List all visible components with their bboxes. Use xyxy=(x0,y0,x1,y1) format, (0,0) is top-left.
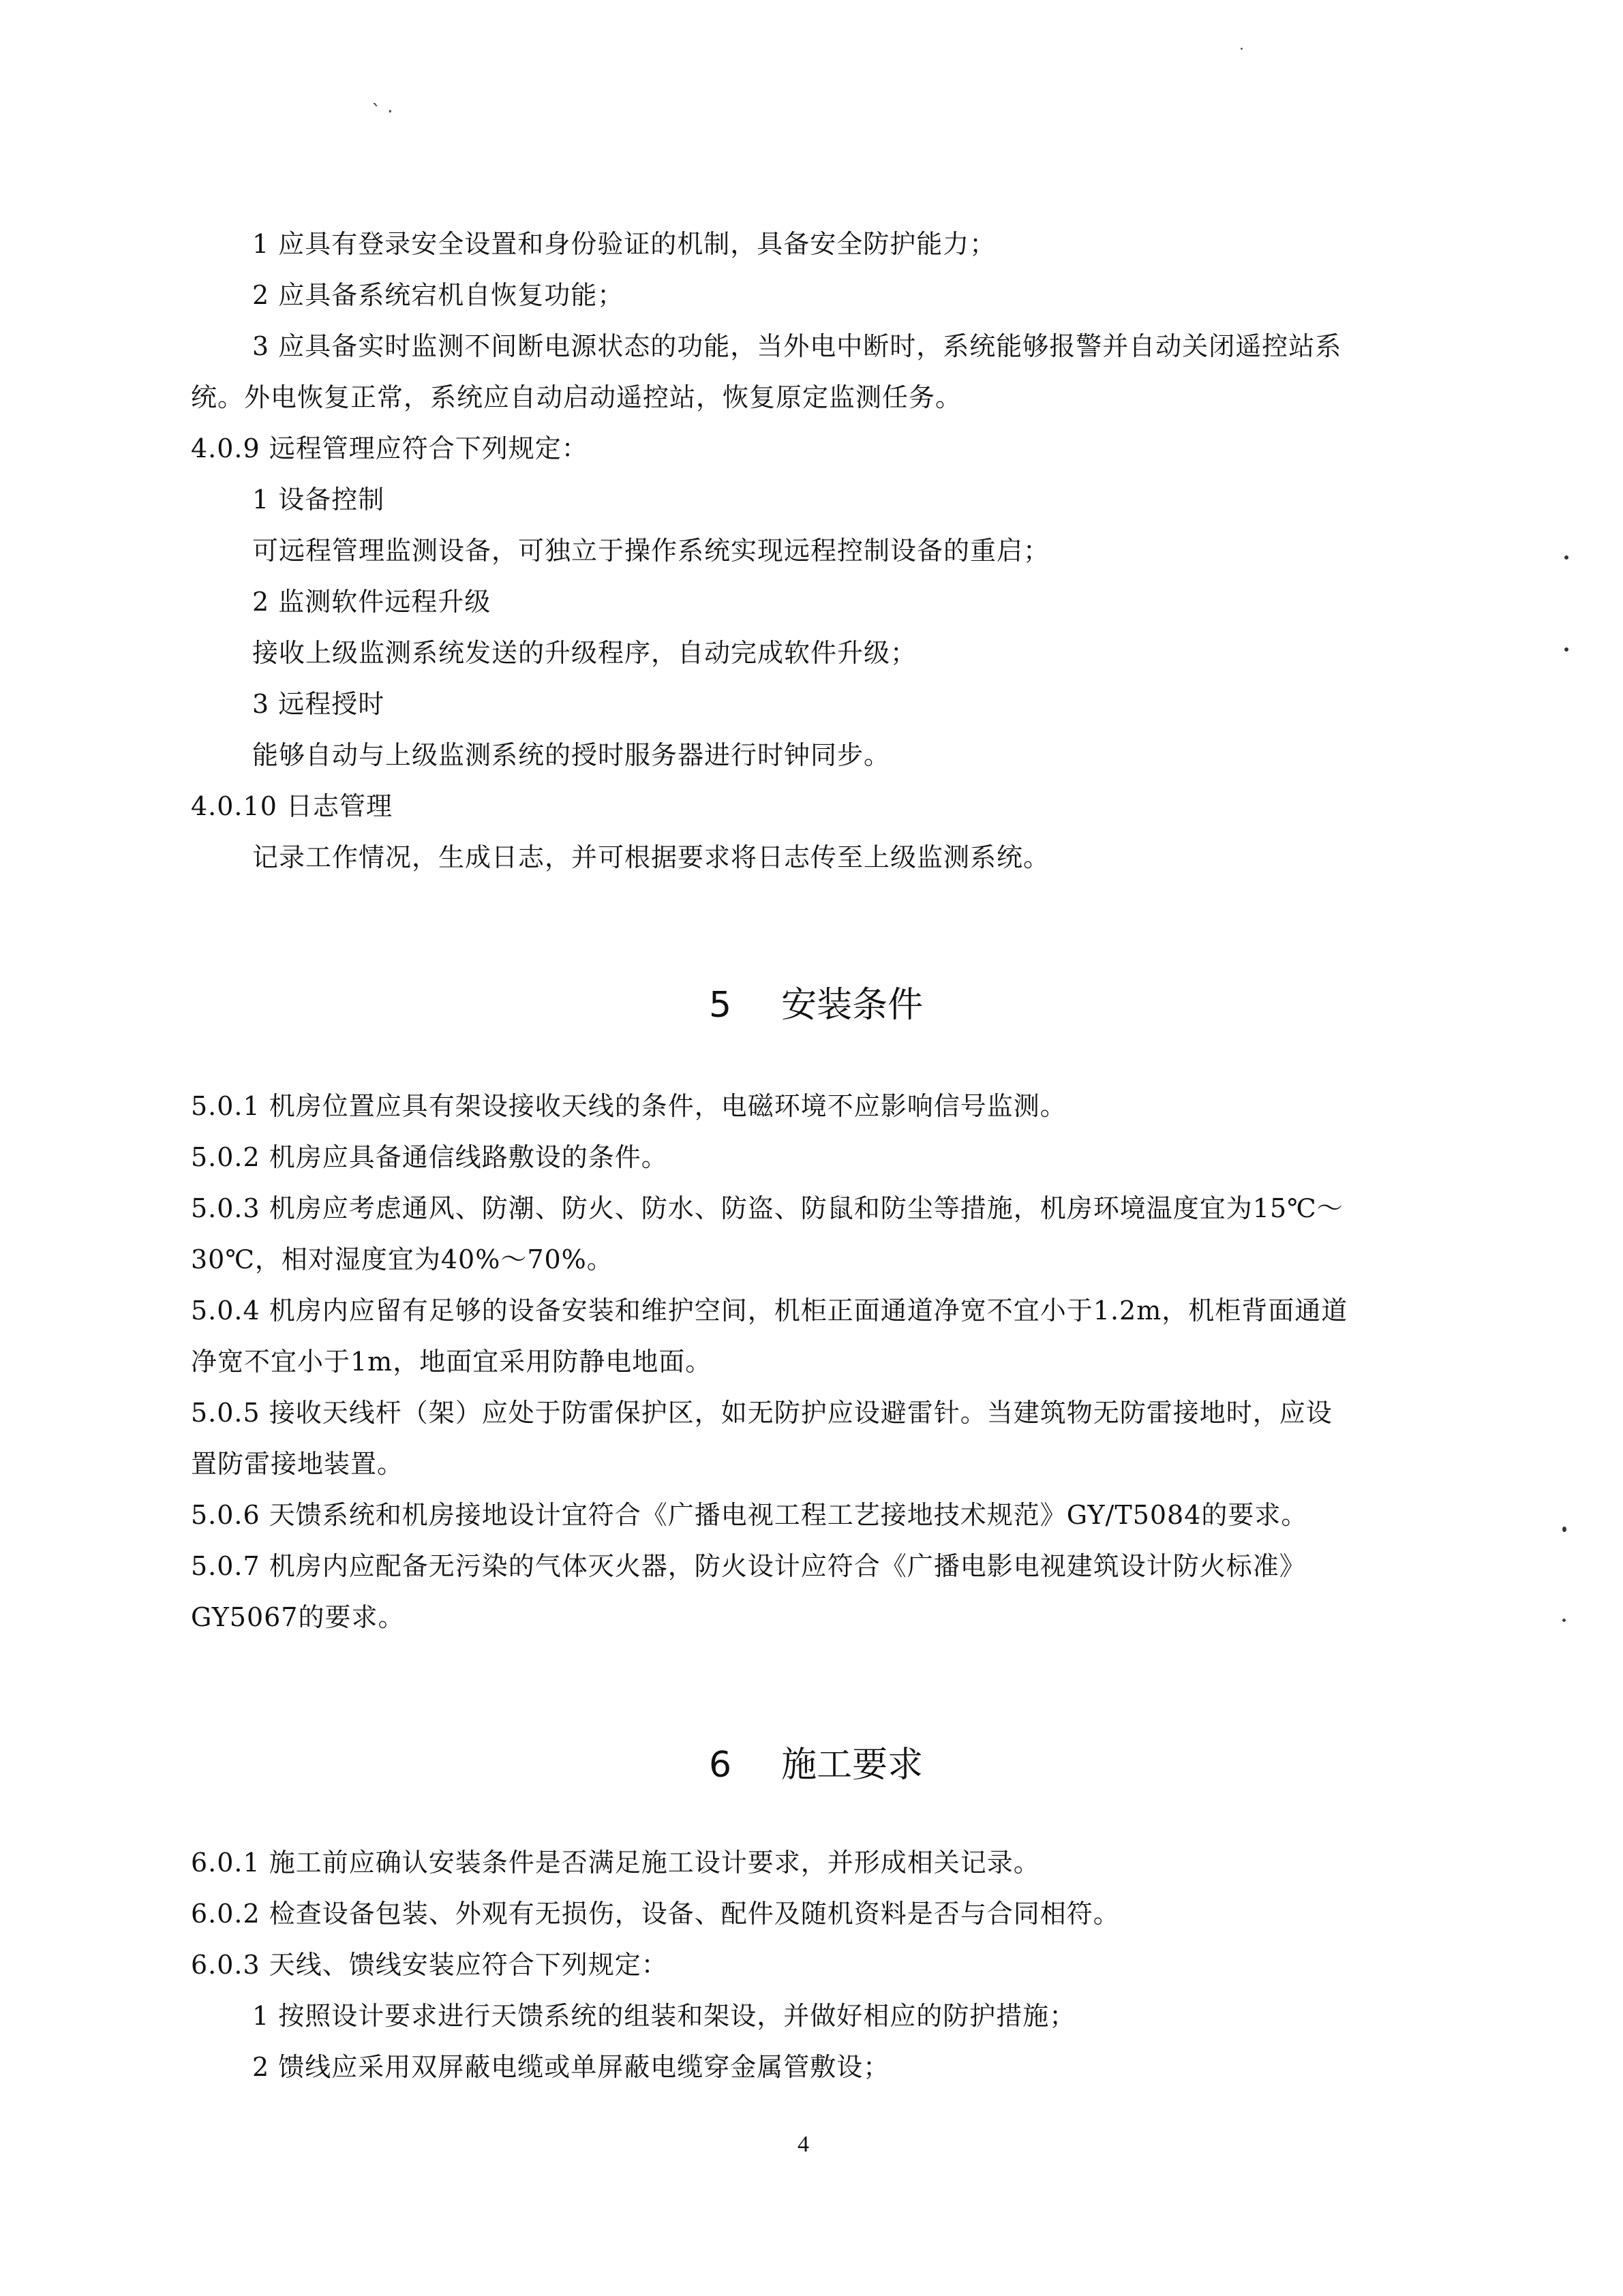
section-6-title: 施工要求 xyxy=(781,1745,924,1786)
clause-5-0-5: 5.0.5 接收天线杆（架）应处于防雷保护区，如无防护应设避雷针。当建筑物无防雷接地时，应设 xyxy=(191,1398,1333,1428)
clause-5-0-6: 5.0.6 天馈系统和机房接地设计宜符合《广播电视工程工艺接地技术规范》GY/T5084的要求。 xyxy=(191,1500,1308,1530)
clause-6-0-1: 6.0.1 施工前应确认安装条件是否满足施工设计要求，并形成相关记录。 xyxy=(191,1848,1040,1878)
clause-4-0-8-item-2: 2 应具备系统宕机自恢复功能； xyxy=(252,280,624,310)
clause-4-0-9-item-3: 3 远程授时 xyxy=(252,689,385,719)
clause-5-0-7-cont: GY5067的要求。 xyxy=(191,1602,405,1632)
clause-4-0-8-item-3: 3 应具备实时监测不间断电源状态的功能，当外电中断时，系统能够报警并自动关闭遥控站系 xyxy=(252,331,1342,361)
clause-6-0-3-item-2: 2 馈线应采用双屏蔽电缆或单屏蔽电缆穿金属管敷设； xyxy=(252,2052,890,2082)
section-5-title: 安装条件 xyxy=(781,985,924,1026)
clause-5-0-3-cont: 30℃，相对湿度宜为40%～70%。 xyxy=(191,1244,613,1274)
scan-speck xyxy=(1562,1619,1566,1622)
clause-5-0-3: 5.0.3 机房应考虑通风、防潮、防火、防水、防盗、防鼠和防尘等措施，机房环境温度宜为15℃～ xyxy=(191,1193,1344,1223)
clause-6-0-3: 6.0.3 天线、馈线安装应符合下列规定： xyxy=(191,1950,668,1980)
scan-speck xyxy=(1564,555,1568,560)
clause-4-0-9-item-3-text: 能够自动与上级监测系统的授时服务器进行时钟同步。 xyxy=(252,740,891,770)
scan-speck xyxy=(1241,48,1243,50)
clause-5-0-2: 5.0.2 机房应具备通信线路敷设的条件。 xyxy=(191,1142,668,1172)
clause-5-0-4-cont: 净宽不宜小于1m，地面宜采用防静电地面。 xyxy=(191,1347,712,1377)
clause-4-0-9-item-2-text: 接收上级监测系统发送的升级程序，自动完成软件升级； xyxy=(252,638,917,668)
section-6-number: 6 xyxy=(709,1745,732,1786)
clause-5-0-5-cont: 置防雷接地装置。 xyxy=(191,1449,404,1479)
scan-speck xyxy=(1564,647,1568,652)
section-5-heading xyxy=(709,981,923,1029)
scan-mark: ` · xyxy=(371,100,393,123)
section-5-number: 5 xyxy=(709,985,732,1026)
clause-4-0-10: 4.0.10 日志管理 xyxy=(191,791,393,821)
section-6-heading xyxy=(709,1741,923,1789)
clause-4-0-10-text: 记录工作情况，生成日志，并可根据要求将日志传至上级监测系统。 xyxy=(252,842,1050,872)
clause-6-0-2: 6.0.2 检查设备包装、外观有无损伤，设备、配件及随机资料是否与合同相符。 xyxy=(191,1899,1120,1929)
scan-speck xyxy=(1562,1527,1566,1532)
clause-4-0-9: 4.0.9 远程管理应符合下列规定： xyxy=(191,433,588,463)
clause-4-0-9-item-2: 2 监测软件远程升级 xyxy=(252,587,491,617)
clause-4-0-9-item-1-text: 可远程管理监测设备，可独立于操作系统实现远程控制设备的重启； xyxy=(252,536,1050,566)
clause-4-0-9-item-1: 1 设备控制 xyxy=(252,485,385,515)
clause-4-0-8-item-1: 1 应具有登录安全设置和身份验证的机制，具备安全防护能力； xyxy=(252,229,997,259)
clause-5-0-7: 5.0.7 机房内应配备无污染的气体灭火器，防火设计应符合《广播电影电视建筑设计防火标准》 xyxy=(191,1551,1306,1581)
clause-5-0-1: 5.0.1 机房位置应具有架设接收天线的条件，电磁环境不应影响信号监测。 xyxy=(191,1091,1067,1121)
clause-4-0-8-item-3-cont: 统。外电恢复正常，系统应自动启动遥控站，恢复原定监测任务。 xyxy=(191,382,962,412)
page-number: 4 xyxy=(798,2132,809,2157)
clause-6-0-3-item-1: 1 按照设计要求进行天馈系统的组装和架设，并做好相应的防护措施； xyxy=(252,2001,1076,2031)
clause-5-0-4: 5.0.4 机房内应留有足够的设备安装和维护空间，机柜正面通道净宽不宜小于1.2m，机柜背面通道 xyxy=(191,1296,1348,1326)
